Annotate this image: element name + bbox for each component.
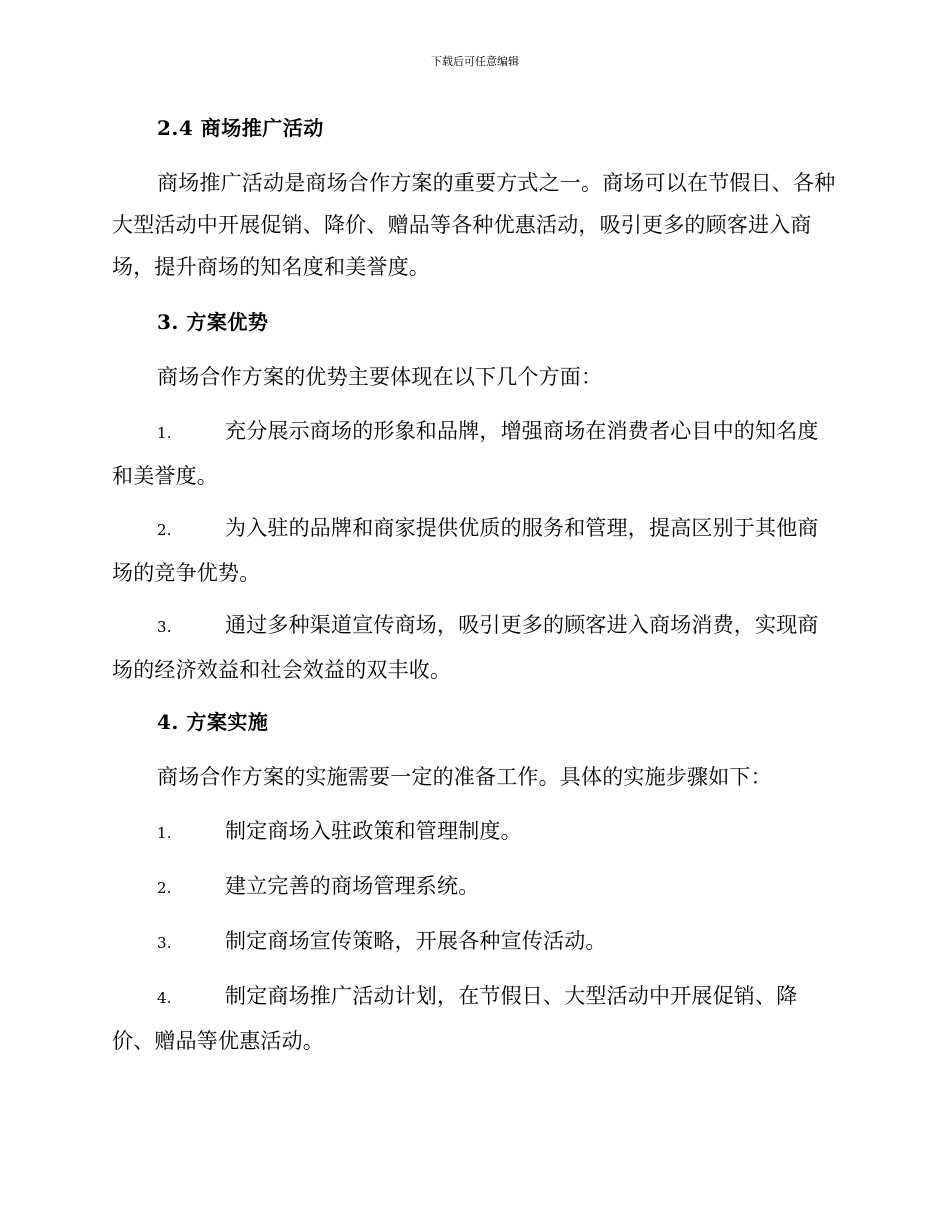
list-item-number: 2. xyxy=(157,879,172,897)
list-item-number: 4. xyxy=(157,989,172,1007)
list-item-text: 制定商场推广活动计划，在节假日、大型活动中开展促销、降价、赠品等优惠活动。 xyxy=(112,984,798,1053)
list-item xyxy=(112,604,837,692)
list-item xyxy=(112,507,837,595)
list-item xyxy=(112,810,837,855)
list-item-number: 1. xyxy=(157,424,172,442)
section-2-4-paragraph: 商场推广活动是商场合作方案的重要方式之一。商场可以在节假日、各种大型活动中开展促销、降价、赠品等各种优惠活动，吸引更多的顾客进入商场，提升商场的知名度和美誉度。 xyxy=(112,171,836,279)
list-item-text: 制定商场宣传策略，开展各种宣传活动。 xyxy=(225,929,607,953)
list-item-number: 3. xyxy=(157,618,172,636)
list-item-text: 制定商场入驻政策和管理制度。 xyxy=(225,819,522,843)
section-4-intro: 商场合作方案的实施需要一定的准备工作。具体的实施步骤如下： xyxy=(157,765,772,789)
section-heading-3: 3. 方案优势 xyxy=(157,310,269,334)
list-item xyxy=(112,975,837,1063)
list-item-text: 建立完善的商场管理系统。 xyxy=(225,874,480,898)
list-item-text: 通过多种渠道宣传商场，吸引更多的顾客进入商场消费，实现商场的经济效益和社会效益的双丰收。 xyxy=(112,613,819,682)
list-item xyxy=(112,920,837,965)
list-item xyxy=(112,410,837,498)
list-item-text: 充分展示商场的形象和品牌，增强商场在消费者心目中的知名度和美誉度。 xyxy=(112,419,819,488)
list-item-number: 3. xyxy=(157,934,172,952)
page-header: 下载后可任意编辑 xyxy=(431,55,519,68)
section-3-intro: 商场合作方案的优势主要体现在以下几个方面： xyxy=(157,365,603,389)
section-heading-2-4: 2.4 商场推广活动 xyxy=(157,116,324,140)
list-item-number: 1. xyxy=(157,824,172,842)
list-item-text: 为入驻的品牌和商家提供优质的服务和管理，提高区别于其他商场的竞争优势。 xyxy=(112,516,819,585)
list-item-number: 2. xyxy=(157,521,172,539)
section-heading-4: 4. 方案实施 xyxy=(157,710,269,734)
list-item xyxy=(112,865,837,910)
